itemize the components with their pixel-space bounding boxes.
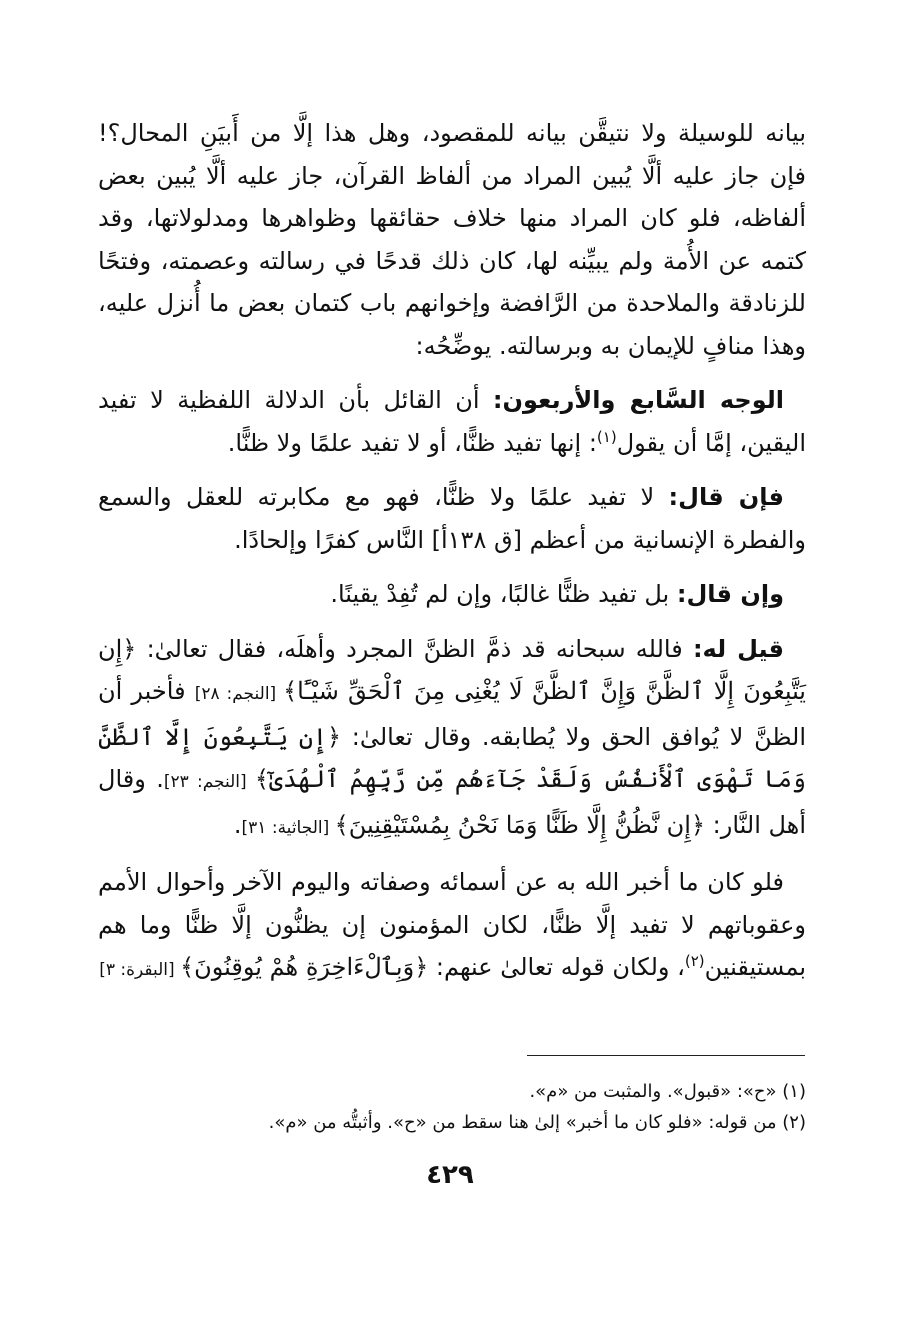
paragraph-6 [98,861,806,992]
paragraph-5-lead: قيل له: [692,634,785,663]
paragraph-5-text-c: . وقال أهل النَّار: [98,765,806,839]
paragraph-2 [98,379,806,464]
footnote-divider [527,1055,805,1056]
paragraph-5 [98,628,806,850]
paragraph-1-text: بيانه للوسيلة ولا نتيقَّن بيانه للمقصود، وهل هذا إلَّا من أَبيَنِ المحال؟! فإن جاز عليه ألَّا يُبين المراد من ألفاظ القرآن، جاز عليه ألَّا يُبين بعض ألفاظه، فلو كان المراد منها خلاف حقائقها وظواهرها ومدلولاتها، وقد كتمه عن الأُمة ولم يبيِّنه لها، كان ذلك قدحًا في رسالته وعصمته، وفتحًا للزنادقة والملاحدة من الرَّافضة وإخوانهم باب كتمان بعض ما أُنزل عليه، وهذا منافٍ للإيمان به وبرسالته. يوضِّحُه: [98,119,806,360]
paragraph-6-text-b: ، ولكان قوله تعالىٰ عنهم: [428,953,685,981]
paragraph-3 [98,476,806,561]
footnote-1: (١) «ح»: «قبول». والمثبت من «م». [529,1081,806,1102]
verse-reference-3: [الجاثية: ٣١] [241,817,335,838]
paragraph-4 [98,573,806,616]
quran-verse-4: ﴿وَبِٱلْءَاخِرَةِ هُمْ يُوقِنُونَ﴾ [180,953,429,981]
paragraph-5-text-d: . [233,810,242,839]
paragraph-3-lead: فإن قال: [668,483,784,511]
paragraph-6-text-a: فلو كان ما أخبر الله به عن أسمائه وصفاته واليوم الآخر وأحوال الأمم وعقوباتهم لا تفيد إلَّا ظنًّا، لكان المؤمنون إن يظنُّون إلَّا ظنًّا وما هم بمستيقنين [98,868,806,981]
quran-verse-1: ﴿إِن يَتَّبِعُونَ إِلَّا ٱلظَّنَّ وَإِنَّ ٱلظَّنَّ لَا يُغْنِى مِنَ ٱلْحَقِّ شَيْـًٔا﴾ [98,634,806,705]
footnote-2: (٢) من قوله: «فلو كان ما أخبر» إلىٰ هنا سقط من «ح». وأثبتُّه من «م». [268,1112,806,1133]
paragraph-5-text-a: فالله سبحانه قد ذمَّ الظنَّ المجرد وأهلَه، فقال تعالىٰ: [136,634,693,663]
verse-reference-1: [النجم: ٢٨] [194,684,284,704]
main-text [98,112,806,1004]
page-number: ٤٢٩ [426,1160,474,1190]
verse-reference-2: [النجم: ٢٣] [163,772,255,792]
verse-reference-4: [البقرة: ٣] [99,960,181,980]
paragraph-3-text: لا تفيد علمًا ولا ظنًّا، فهو مع مكابرته للعقل والسمع والفطرة الإنسانية من أعظم [ق ١٣٨أ] النَّاس كفرًا وإلحادًا. [98,483,806,554]
footnote-marker-1: (١) [596,427,617,446]
paragraph-4-text: بل تفيد ظنًّا غالبًا، وإن لم تُفِدْ يقينًا. [330,580,677,608]
quran-verse-3: ﴿إِن نَّظُنُّ إِلَّا ظَنًّا وَمَا نَحْنُ بِمُسْتَيْقِنِينَ﴾ [334,810,706,839]
paragraph-2-text-b: : إنها تفيد ظنًّا، أو لا تفيد علمًا ولا ظنًّا. [227,428,597,457]
footnote-marker-2: (٢) [684,952,705,970]
paragraph-2-text-a: أن القائل بأن الدلالة اللفظية لا تفيد اليقين، إمَّا أن يقول [98,386,806,457]
quran-verse-2: ﴿إِن يَتَّبِعُونَ إِلَّا ٱلظَّنَّ وَمَا تَهْوَى ٱلْأَنفُسُ وَلَقَدْ جَآءَهُم مِّن رَّبِّهِمُ ٱلْهُدَىٰٓ﴾ [98,722,806,793]
footnotes [98,1076,806,1138]
paragraph-4-lead: وإن قال: [676,580,784,608]
paragraph-1 [98,112,806,367]
paragraph-2-heading: الوجه السَّابع والأربعون: [492,386,784,414]
paragraph-5-text-b: فأخبر أن الظنَّ لا يُوافق الحق ولا يُطابقه. وقال تعالىٰ: [98,677,807,751]
